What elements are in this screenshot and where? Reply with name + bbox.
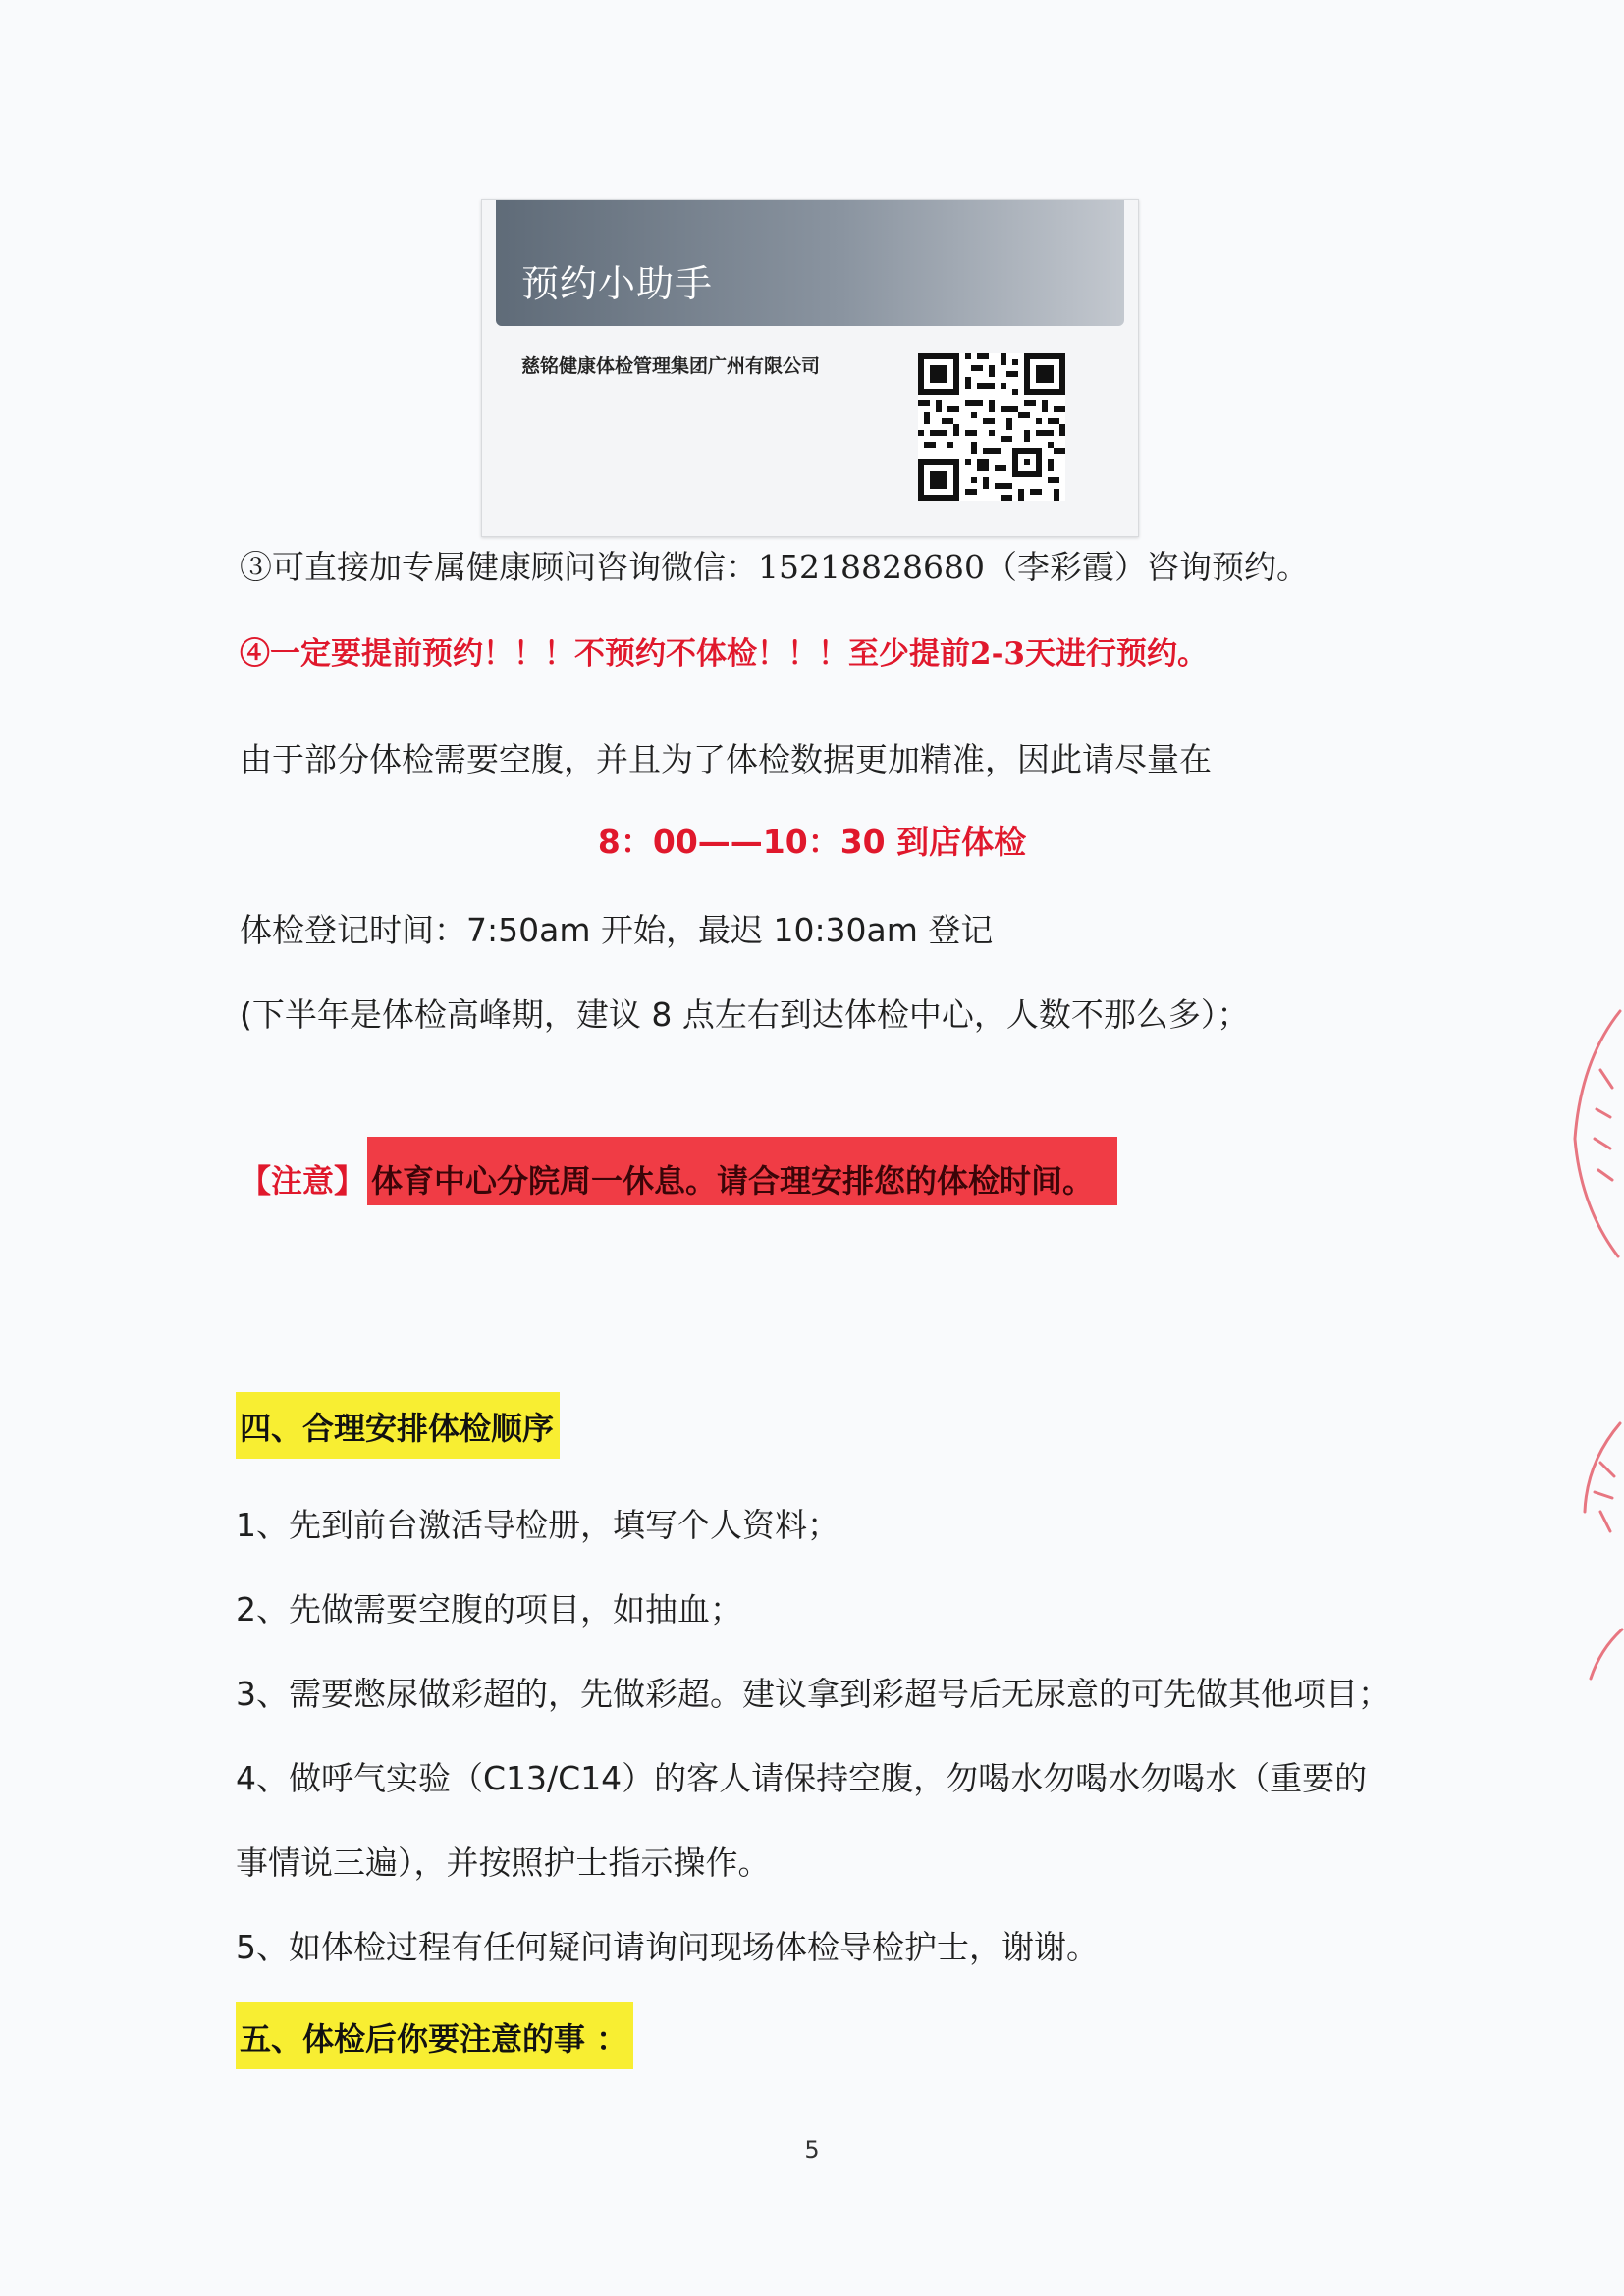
seal-stamp-icon [1561,1001,1624,1708]
registration-time-text: 体检登记时间：7:50am 开始，最迟 10:30am 登记 [240,911,994,949]
section-5-heading: 五、体检后你要注意的事 ： [236,2002,633,2069]
list-item: 1、先到前台激活导检册，填写个人资料； [236,1506,839,1544]
list-item: 事情说三遍），并按照护士指示操作。 [236,1843,771,1882]
card-title: 预约小助手 [521,262,714,305]
list-item: 5、如体检过程有任何疑问请询问现场体检导检护士，谢谢。 [236,1928,1099,1966]
list-item: 3、需要憋尿做彩超的，先做彩超。建议拿到彩超号后无尿意的可先做其他项目； [236,1675,1390,1713]
list-item: 4、做呼气实验（C13/C14）的客人请保持空腹，勿喝水勿喝水勿喝水（重要的 [236,1759,1368,1797]
section-4-heading: 四、合理安排体检顺序 [236,1392,560,1459]
time-window-text: 8：00——10：30 到店体检 [597,823,1027,861]
peak-season-text: (下半年是体检高峰期，建议 8 点左右到达体检中心，人数不那么多）； [240,995,1250,1034]
notice-label: 【注意】 [240,1162,366,1200]
list-item: 2、先做需要空腹的项目，如抽血； [236,1590,742,1629]
booking-assistant-card [481,199,1139,537]
page-number: 5 [804,2136,820,2163]
card-company-name: 慈铭健康体检管理集团广州有限公司 [521,355,821,377]
wechat-contact-text: ③可直接加专属健康顾问咨询微信：15218828680（李彩霞）咨询预约。 [240,548,1309,586]
qr-code-icon [918,353,1065,501]
notice-text: 体育中心分院周一休息。请合理安排您的体检时间。 [371,1162,1095,1200]
fasting-note-text: 由于部分体检需要空腹，并且为了体检数据更加精准，因此请尽量在 [240,740,1212,778]
must-book-warning: ④一定要提前预约！！！不预约不体检！！！至少提前2-3天进行预约。 [240,636,1209,671]
